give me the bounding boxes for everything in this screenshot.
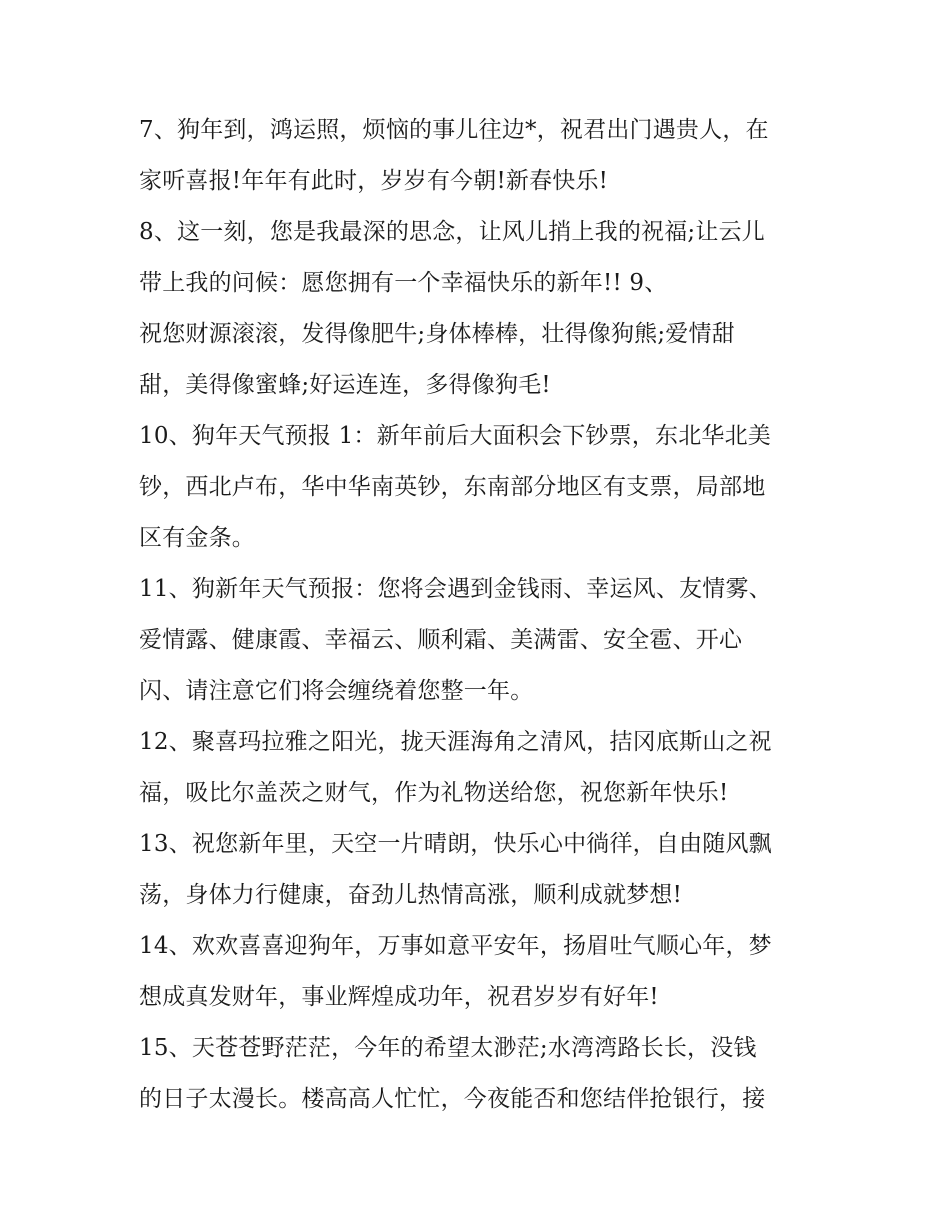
text-line: 10、狗年天气预报 1：新年前后大面积会下钞票，东北华北美 [139, 423, 772, 449]
text-line: 带上我的问候：愿您拥有一个幸福快乐的新年!! 9、 [139, 270, 668, 296]
text-line: 11、狗新年天气预报：您将会遇到金钱雨、幸运风、友情雾、 [139, 576, 772, 602]
text-line: 15、天苍苍野茫茫，今年的希望太渺茫;水湾湾路长长，没钱 [139, 1035, 757, 1061]
text-line: 8、这一刻，您是我最深的思念，让风儿捎上我的祝福;让云儿 [139, 219, 765, 245]
text-line: 闪、请注意它们将会缠绕着您整一年。 [139, 678, 534, 704]
text-line: 荡，身体力行健康，奋劲儿热情高涨，顺利成就梦想! [139, 882, 683, 908]
text-line: 祝您财源滚滚，发得像肥牛;身体棒棒，壮得像狗熊;爱情甜 [139, 321, 735, 347]
text-line: 甜，美得像蜜蜂;好运连连，多得像狗毛! [139, 372, 551, 398]
text-line: 的日子太漫长。楼高高人忙忙，今夜能否和您结伴抢银行，接 [139, 1086, 766, 1112]
text-line: 区有金条。 [139, 525, 255, 551]
text-line: 想成真发财年，事业辉煌成功年，祝君岁岁有好年! [139, 984, 659, 1010]
text-line: 7、狗年到，鸿运照，烦恼的事儿往边*，祝君出门遇贵人，在 [139, 117, 769, 143]
text-line: 福，吸比尔盖茨之财气，作为礼物送给您，祝您新年快乐! [139, 780, 729, 806]
text-line: 13、祝您新年里，天空一片晴朗，快乐心中徜徉，自由随风飘 [139, 831, 772, 857]
document-body [139, 107, 829, 1127]
text-line: 钞，西北卢布，华中华南英钞，东南部分地区有支票，局部地 [139, 474, 766, 500]
text-line: 家听喜报!年年有此时，岁岁有今朝!新春快乐! [139, 168, 609, 194]
text-line: 14、欢欢喜喜迎狗年，万事如意平安年，扬眉吐气顺心年，梦 [139, 933, 772, 959]
text-line: 12、聚喜玛拉雅之阳光，拢天涯海角之清风，拮冈底斯山之祝 [139, 729, 772, 755]
text-line: 爱情露、健康霞、幸福云、顺利霜、美满雷、安全雹、开心 [139, 627, 743, 653]
